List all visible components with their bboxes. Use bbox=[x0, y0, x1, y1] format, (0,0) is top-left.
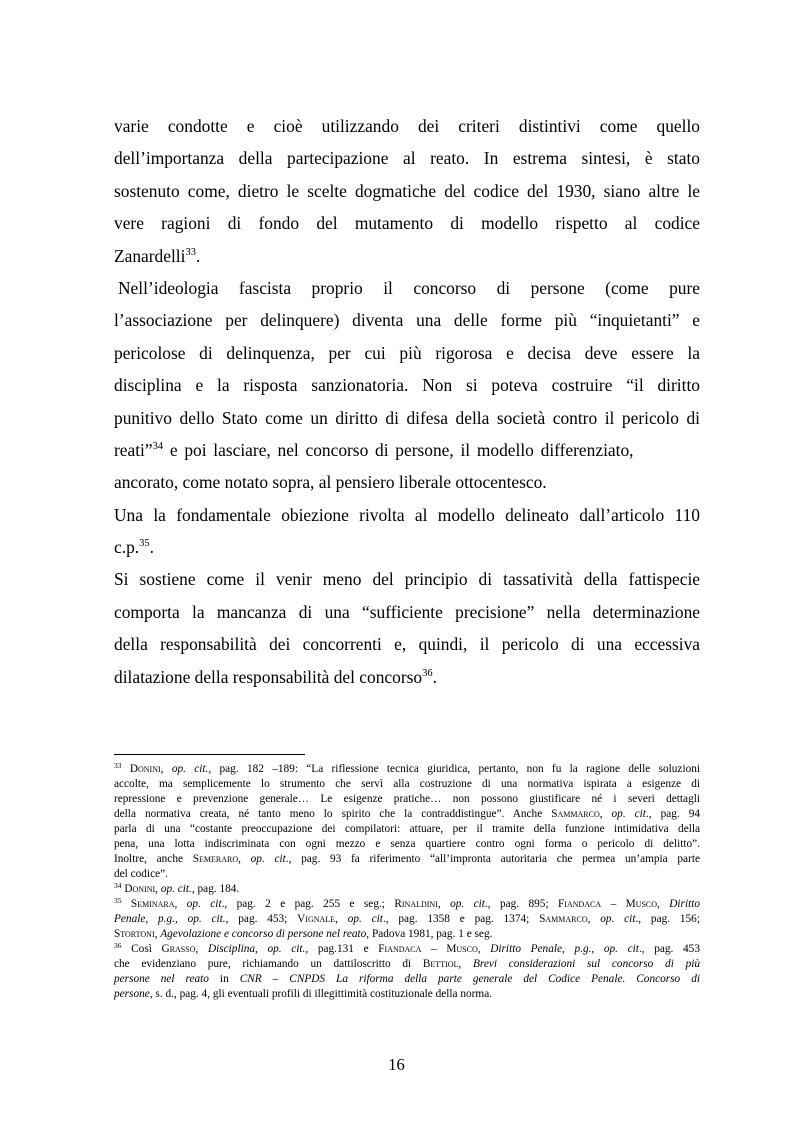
text-fragment: , bbox=[174, 898, 187, 910]
page-number: 16 bbox=[388, 1055, 405, 1074]
citation-italic: op. cit., bbox=[160, 883, 195, 895]
text-fragment: , bbox=[437, 898, 451, 910]
author-name: Sammarco bbox=[539, 913, 588, 925]
text-fragment: , bbox=[657, 898, 670, 910]
text-line: sostenuto come, dietro le scelte dogmatiche del codice del 1930, siano altre le bbox=[114, 180, 700, 201]
text-fragment: reati” bbox=[114, 439, 153, 460]
author-name: Bettiol bbox=[422, 958, 459, 970]
author-name: Sammarco bbox=[551, 808, 600, 820]
text-fragment: , bbox=[238, 853, 251, 865]
text-fragment: pag. 184. bbox=[194, 883, 240, 895]
text-fragment: Così bbox=[121, 943, 162, 955]
footnote-line bbox=[114, 882, 700, 897]
text-fragment: ., pag. 1358 e pag. 1374; bbox=[382, 913, 540, 925]
footnote-separator bbox=[114, 754, 305, 755]
footnote-number: 35 bbox=[114, 896, 122, 905]
text-fragment: s. d., pag. 4, gli eventuali profili di illegittimità costituzionale della norma. bbox=[152, 988, 493, 1000]
citation-italic: Diritto bbox=[669, 898, 701, 910]
text-line: Si sostiene come il venir meno del principio di tassatività della fattispecie bbox=[114, 569, 700, 590]
text-fragment: Zanardelli bbox=[114, 245, 186, 266]
footnote-line bbox=[114, 897, 700, 912]
citation-italic: persone nel reato bbox=[114, 973, 209, 985]
text-fragment: e poi lasciare, nel concorso di persone, il modello differenziato, bbox=[163, 439, 634, 460]
footnote-line bbox=[114, 762, 700, 777]
footnote-ref-35[interactable]: 35 bbox=[139, 538, 150, 550]
author-name: Semeraro bbox=[192, 853, 239, 865]
footnote-line bbox=[114, 912, 700, 927]
text-line: varie condotte e cioè utilizzando dei criteri distintivi come quello bbox=[114, 116, 700, 136]
citation-italic: Agevolazione e concorso di persone nel reato bbox=[160, 928, 367, 940]
text-fragment: ., pag. 156; bbox=[635, 913, 700, 925]
author-name: Stortoni bbox=[114, 928, 155, 940]
text-line: Una la fondamentale obiezione rivolta al modello delineato dall’articolo 110 bbox=[114, 504, 700, 525]
author-name: Rinaldini bbox=[394, 898, 438, 910]
footnotes bbox=[114, 762, 700, 1002]
footnote-line bbox=[114, 807, 700, 822]
text-fragment: , bbox=[458, 958, 473, 970]
footnote-line: repressione e prevenzione generale… Le esigenze pratiche… non possono giustificare né i severi dettagli bbox=[114, 793, 700, 805]
author-name: Vignale bbox=[297, 913, 336, 925]
footnote-ref-33[interactable]: 33 bbox=[185, 246, 196, 258]
text-fragment: , bbox=[155, 883, 161, 895]
text-fragment: , bbox=[154, 928, 161, 940]
citation-italic: CNR – CNPDS La riforma della parte generale del Codice Penale. Concorso di bbox=[239, 973, 700, 985]
text-fragment: , bbox=[195, 943, 208, 955]
footnote-line: pena, una lotta indiscriminata con ogni mezzo e senza quartiere contro ogni forma o pericolo di delitto”. bbox=[114, 838, 700, 850]
text-fragment: Inoltre, anche bbox=[114, 853, 193, 865]
text-fragment: , pag. 453; bbox=[225, 913, 298, 925]
text-line bbox=[114, 531, 700, 563]
citation-italic: Brevi considerazioni sul concorso di più bbox=[472, 958, 701, 970]
text-line: l’associazione per delinquere) diventa una delle forme più “inquietanti” e bbox=[114, 310, 700, 331]
text-fragment: dilatazione della responsabilità del concorso bbox=[114, 666, 423, 687]
citation-italic: op. cit bbox=[347, 913, 383, 925]
footnote-line bbox=[114, 957, 700, 972]
text-fragment: ., pag. 453 bbox=[638, 943, 700, 955]
text-fragment: , bbox=[477, 943, 491, 955]
author-name: Fiandaca – Musco bbox=[378, 943, 478, 955]
text-line bbox=[114, 434, 700, 466]
footnote-ref-34[interactable]: 34 bbox=[152, 440, 164, 452]
text-line: Nell’ideologia fascista proprio il concorso di persone (come pure bbox=[118, 277, 700, 298]
footnote-line bbox=[114, 987, 700, 1002]
text-fragment: , bbox=[599, 808, 612, 820]
citation-italic: op. cit bbox=[250, 853, 286, 865]
citation-italic: op. cit bbox=[450, 898, 485, 910]
footnote-line bbox=[114, 927, 700, 942]
text-line: disciplina e la risposta sanzionatoria. Non si poteva costruire “il diritto bbox=[114, 375, 700, 396]
citation-italic: Disciplina, op. cit., bbox=[207, 943, 309, 955]
citation-italic: Penale, p.g., op. cit. bbox=[114, 913, 226, 925]
footnote-number: 33 bbox=[114, 761, 122, 770]
citation-italic: op. cit bbox=[186, 898, 222, 910]
citation-italic: op. cit bbox=[600, 913, 636, 925]
author-name: Seminara bbox=[130, 898, 175, 910]
citation-italic: persone, bbox=[114, 988, 153, 1000]
text-fragment: in bbox=[208, 973, 240, 985]
footnote-number: 36 bbox=[114, 941, 122, 950]
text-fragment: pag. 182 –189: “La riflessione tecnica giuridica, pertanto, non fu la ragione delle soluzioni bbox=[211, 763, 701, 775]
footnote-line: del codice”. bbox=[114, 868, 168, 880]
text-line bbox=[114, 661, 700, 693]
citation-italic: op. cit bbox=[611, 808, 646, 820]
text-fragment: c.p. bbox=[114, 537, 140, 558]
footnote-line bbox=[114, 972, 700, 987]
footnote-line bbox=[114, 942, 700, 957]
text-line: vere ragioni di fondo del mutamento di modello rispetto al codice bbox=[114, 213, 700, 234]
text-line: della responsabilità dei concorrenti e, quindi, il pericolo di una eccessiva bbox=[114, 634, 700, 655]
text-fragment: pag.131 e bbox=[308, 943, 379, 955]
text-fragment: che evidenziano pure, richiamando un dattiloscritto di bbox=[114, 958, 423, 970]
footnote-line: parla di una “costante preoccupazione dei compilatori: attuare, per il tramite della funzione intimidativa della bbox=[114, 823, 700, 835]
footnote-number: 34 bbox=[114, 881, 122, 890]
footnote-line: accolte, ma semplicemente lo strumento che servì alla costruzione di una normativa ispirata a esigenze di bbox=[114, 778, 700, 790]
text-fragment: ., pag. 895; bbox=[484, 898, 558, 910]
text-fragment: ., pag. 94 bbox=[645, 808, 700, 820]
citation-italic: Diritto Penale, p.g., op. cit bbox=[490, 943, 639, 955]
author-name: Donini bbox=[124, 883, 156, 895]
text-fragment bbox=[122, 898, 131, 910]
text-fragment: , bbox=[335, 913, 348, 925]
text-line: pericolose di delinquenza, per cui più rigorosa e decisa deve essere la bbox=[114, 342, 700, 363]
text-line: dell’importanza della partecipazione al reato. In estrema sintesi, è stato bbox=[114, 148, 700, 169]
text-fragment: ., pag. 93 fa riferimento “all’impronta autoritaria che permea un’ampia parte bbox=[285, 853, 700, 865]
text-line bbox=[114, 240, 700, 272]
text-line: ancorato, come notato sopra, al pensiero liberale ottocentesco. bbox=[114, 472, 547, 493]
text-fragment: , bbox=[160, 763, 172, 775]
text-line: punitivo dello Stato come un diritto di difesa della società contro il pericolo di bbox=[114, 407, 700, 428]
footnote-ref-36[interactable]: 36 bbox=[422, 667, 433, 679]
text-fragment: . bbox=[149, 537, 154, 558]
text-fragment: . bbox=[195, 245, 201, 266]
text-fragment: della normativa creata, né tanto meno lo spirito che la contraddistingue”. Anche bbox=[114, 808, 552, 820]
text-fragment: , Padova 1981, pag. 1 e seg. bbox=[366, 928, 493, 940]
footnote-line bbox=[114, 852, 700, 867]
text-fragment bbox=[122, 763, 130, 775]
citation-italic: op. cit., bbox=[171, 763, 212, 775]
text-line: comporta la mancanza di una “sufficiente precisione” nella determinazione bbox=[114, 601, 700, 622]
text-fragment: , bbox=[587, 913, 601, 925]
main-text bbox=[114, 110, 700, 693]
text-fragment: . bbox=[432, 666, 437, 687]
text-fragment: ., pag. 2 e pag. 255 e seg.; bbox=[221, 898, 395, 910]
author-name: Donini bbox=[129, 763, 161, 775]
author-name: Grasso bbox=[161, 943, 196, 955]
author-name: Fiandaca – Musco bbox=[558, 898, 658, 910]
